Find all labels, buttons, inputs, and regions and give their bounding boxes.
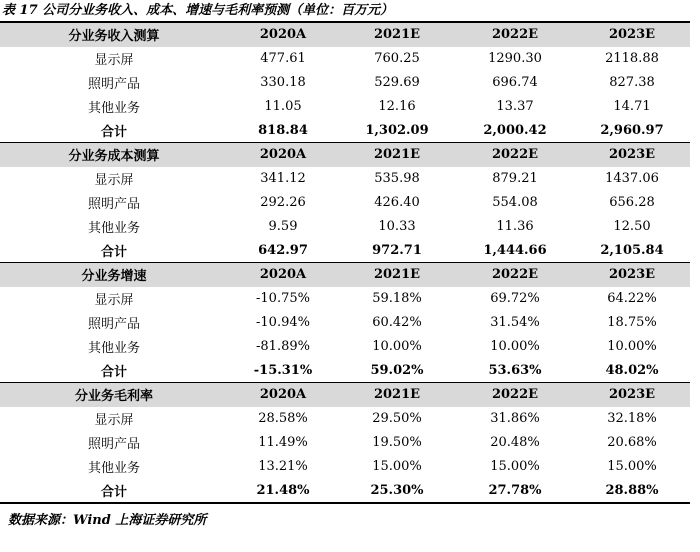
year-header: 2023E (574, 142, 690, 166)
total-value: 27.78% (456, 478, 574, 503)
row-value: 11.05 (264, 98, 302, 114)
row-label: 显示屏 (94, 413, 134, 429)
year-header: 2022E (456, 382, 574, 406)
row-value: 554.08 (492, 194, 538, 210)
year-header: 2020A (228, 262, 338, 286)
row-value: 14.71 (613, 98, 651, 114)
year-header: 2023E (574, 382, 690, 406)
row-value: 477.61 (260, 51, 306, 67)
section-header-row (0, 262, 690, 286)
year-header: 2020A (228, 382, 338, 406)
row-value: -81.89% (256, 338, 310, 354)
row-value: 32.18% (607, 411, 657, 427)
row-value: 1437.06 (605, 171, 659, 187)
total-row (0, 358, 690, 382)
year-header: 2021E (338, 142, 456, 166)
year-header: 2021E (338, 262, 456, 286)
section-header-row (0, 23, 690, 47)
row-label: 其他业务 (87, 220, 140, 236)
row-value: 1290.30 (488, 51, 542, 67)
total-value: 25.30% (338, 478, 456, 503)
row-value: 696.74 (492, 74, 538, 90)
total-value: 1,302.09 (338, 118, 456, 142)
row-value: 13.21% (258, 458, 308, 474)
year-header: 2020A (228, 142, 338, 166)
section-header-row (0, 142, 690, 166)
table-row (0, 334, 690, 358)
row-value: 15.00% (490, 458, 540, 474)
row-label: 照明产品 (87, 196, 140, 212)
row-value: 827.38 (609, 74, 655, 90)
total-label: 合计 (0, 478, 228, 503)
row-value: 12.50 (613, 218, 651, 234)
row-value: 31.86% (490, 411, 540, 427)
row-value: 15.00% (372, 458, 422, 474)
year-header: 2023E (574, 23, 690, 47)
total-value: 1,444.66 (456, 238, 574, 262)
total-value: 2,960.97 (574, 118, 690, 142)
row-label: 照明产品 (87, 76, 140, 92)
row-value: 59.18% (372, 291, 422, 307)
total-row (0, 238, 690, 262)
table-row (0, 94, 690, 118)
row-value: 426.40 (374, 194, 420, 210)
total-value: 48.02% (574, 358, 690, 382)
row-value: 12.16 (378, 98, 416, 114)
total-value: 818.84 (228, 118, 338, 142)
total-value: 2,000.42 (456, 118, 574, 142)
row-value: -10.75% (256, 291, 310, 307)
year-header: 2020A (228, 23, 338, 47)
table-row (0, 167, 690, 191)
total-value: 28.88% (574, 478, 690, 503)
year-header: 2023E (574, 262, 690, 286)
row-value: 879.21 (492, 171, 538, 187)
section-title: 分业务毛利率 (0, 382, 228, 406)
table-row (0, 71, 690, 95)
total-row (0, 478, 690, 503)
row-value: 9.59 (268, 218, 298, 234)
year-header: 2021E (338, 382, 456, 406)
row-value: 11.36 (496, 218, 534, 234)
row-value: 10.00% (490, 338, 540, 354)
table-row (0, 431, 690, 455)
row-value: 19.50% (372, 434, 422, 450)
row-value: 15.00% (607, 458, 657, 474)
row-label: 其他业务 (87, 460, 140, 476)
total-value: 642.97 (228, 238, 338, 262)
table-row (0, 191, 690, 215)
row-value: 2118.88 (605, 51, 659, 67)
total-label: 合计 (0, 358, 228, 382)
total-value: 21.48% (228, 478, 338, 503)
row-label: 其他业务 (87, 340, 140, 356)
row-value: 10.33 (378, 218, 416, 234)
total-label: 合计 (0, 118, 228, 142)
row-value: 64.22% (607, 291, 657, 307)
year-header: 2022E (456, 23, 574, 47)
forecast-table (0, 23, 690, 504)
table-row (0, 454, 690, 478)
row-value: 20.68% (607, 434, 657, 450)
row-value: 10.00% (607, 338, 657, 354)
row-value: 69.72% (490, 291, 540, 307)
row-value: 31.54% (490, 314, 540, 330)
table-row (0, 407, 690, 431)
row-value: 760.25 (374, 51, 420, 67)
row-value: 535.98 (374, 171, 420, 187)
row-value: 60.42% (372, 314, 422, 330)
row-value: 20.48% (490, 434, 540, 450)
total-value: 972.71 (338, 238, 456, 262)
section-header-row (0, 382, 690, 406)
row-value: 28.58% (258, 411, 308, 427)
row-label: 显示屏 (94, 293, 134, 309)
total-value: 53.63% (456, 358, 574, 382)
row-value: 13.37 (496, 98, 534, 114)
total-value: -15.31% (228, 358, 338, 382)
row-label: 显示屏 (94, 53, 134, 69)
year-header: 2022E (456, 142, 574, 166)
total-value: 59.02% (338, 358, 456, 382)
table-row (0, 287, 690, 311)
row-value: 292.26 (260, 194, 306, 210)
row-label: 照明产品 (87, 436, 140, 452)
section-title: 分业务增速 (0, 262, 228, 286)
table-title: 表 17 公司分业务收入、成本、增速与毛利率预测（单位：百万元） (2, 3, 394, 18)
total-row (0, 118, 690, 142)
row-value: -10.94% (256, 314, 310, 330)
row-value: 18.75% (607, 314, 657, 330)
row-value: 656.28 (609, 194, 655, 210)
row-label: 照明产品 (87, 316, 140, 332)
row-label: 显示屏 (94, 173, 134, 189)
forecast-table-body (0, 23, 690, 503)
row-value: 11.49% (258, 434, 308, 450)
section-title: 分业务成本测算 (0, 142, 228, 166)
row-value: 529.69 (374, 74, 420, 90)
row-label: 其他业务 (87, 100, 140, 116)
row-value: 341.12 (260, 171, 306, 187)
section-title: 分业务收入测算 (0, 23, 228, 47)
year-header: 2021E (338, 23, 456, 47)
table-row (0, 311, 690, 335)
total-value: 2,105.84 (574, 238, 690, 262)
table-row (0, 47, 690, 71)
year-header: 2022E (456, 262, 574, 286)
total-label: 合计 (0, 238, 228, 262)
data-source: 数据来源：Wind 上海证券研究所 (8, 513, 207, 528)
table-row (0, 214, 690, 238)
row-value: 330.18 (260, 74, 306, 90)
row-value: 29.50% (372, 411, 422, 427)
row-value: 10.00% (372, 338, 422, 354)
